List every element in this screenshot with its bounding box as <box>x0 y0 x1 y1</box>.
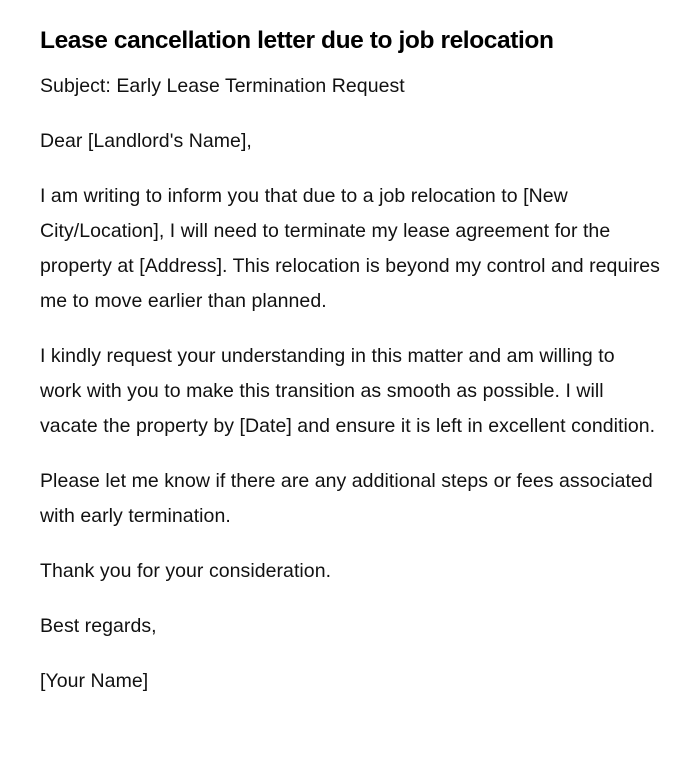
letter-paragraph-thanks: Thank you for your consideration. <box>40 560 332 582</box>
letter-paragraph-relocation: I am writing to inform you that due to a job relocation to [New City/Location], I will need to terminate my lease agreement for the property at [Address]. This relocation is beyond my control and requires me to move earlier than planned. <box>40 185 660 312</box>
letter-closing: Best regards, <box>40 615 157 637</box>
document-title: Lease cancellation letter due to job relocation <box>40 27 554 54</box>
letter-signature: [Your Name] <box>40 670 149 692</box>
letter-paragraph-request: I kindly request your understanding in this matter and am willing to work with you to make this transition as smooth as possible. I will vacate the property by [Date] and ensure it is left in excellent condition. <box>40 345 656 437</box>
letter-paragraph-fees: Please let me know if there are any additional steps or fees associated with early termination. <box>40 470 653 527</box>
letter-salutation: Dear [Landlord's Name], <box>40 130 252 152</box>
letter-subject: Subject: Early Lease Termination Request <box>40 75 405 97</box>
